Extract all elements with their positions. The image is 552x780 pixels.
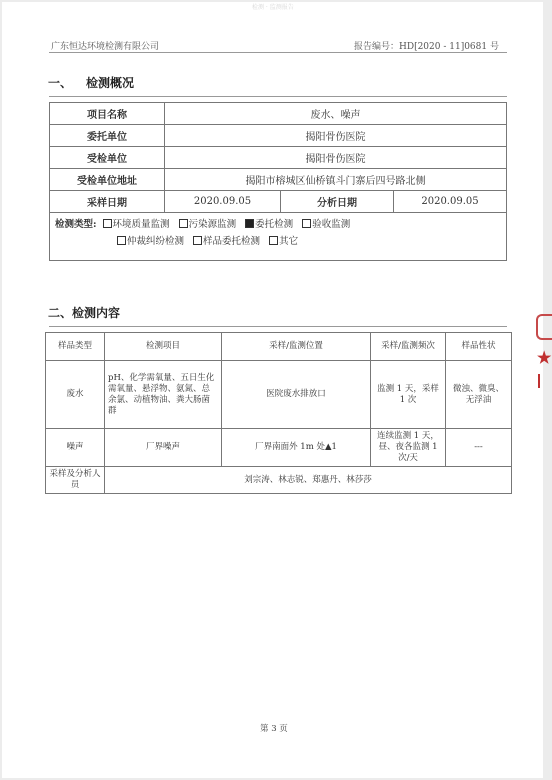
sample-property: 微浊、微臭、无浮油	[446, 361, 512, 429]
company-name: 广东恒达环境检测有限公司	[51, 42, 160, 52]
option-label: 环境质量监测	[112, 219, 170, 230]
section2-title	[48, 304, 120, 321]
overview-row	[50, 169, 507, 191]
overview-row	[50, 103, 507, 125]
option-label: 委托检测	[255, 219, 294, 230]
sampling-location: 厂界南面外 1m 处▲1	[222, 429, 371, 467]
overview-row	[50, 125, 507, 147]
row-label: 受检单位地址	[50, 169, 165, 191]
inspection-type-line-2	[55, 233, 506, 250]
report-number: 报告编号：HD[2020 - 11]0681 号	[354, 42, 499, 52]
sampling-frequency: 监测 1 天，采样 1 次	[371, 361, 446, 429]
personnel-label: 采样及分析人员	[46, 467, 105, 494]
test-items: 厂界噪声	[105, 429, 222, 467]
checkbox-icon[interactable]	[103, 219, 112, 228]
section1-number: 一、	[48, 76, 73, 90]
overview-row	[50, 147, 507, 169]
header-cell: 采样/监测位置	[222, 333, 371, 361]
option-environmental-quality[interactable]	[103, 216, 170, 233]
inspection-type-label: 检测类型:	[55, 219, 97, 230]
section2-divider	[49, 326, 507, 327]
row-label: 受检单位	[50, 147, 165, 169]
sample-type: 废水	[46, 361, 105, 429]
inspection-type-line-1	[55, 216, 506, 233]
seal-star-icon: ★	[537, 348, 552, 367]
header-cell: 样品性状	[446, 333, 512, 361]
test-items: pH、化学需氧量、五日生化需氧量、悬浮物、氨氮、总余氯、动植物油、粪大肠菌群	[105, 361, 222, 429]
option-sample-commission[interactable]	[193, 233, 260, 250]
inspected-unit-value: 揭阳骨伤医院	[165, 147, 507, 169]
sample-type: 噪声	[46, 429, 105, 467]
sampling-date-label: 采样日期	[50, 191, 165, 213]
analysis-date-value: 2020.09.05	[394, 191, 507, 213]
personnel-row	[46, 467, 512, 494]
content-header-row	[46, 333, 512, 361]
sampling-location: 医院废水排放口	[222, 361, 371, 429]
overview-row	[50, 191, 507, 213]
checkbox-icon[interactable]	[193, 236, 202, 245]
header-cell: 检测项目	[105, 333, 222, 361]
header-divider	[49, 52, 507, 53]
option-label: 其它	[279, 236, 299, 247]
analysis-date-label: 分析日期	[281, 191, 394, 213]
option-arbitration[interactable]	[117, 233, 184, 250]
checkbox-icon[interactable]	[302, 219, 311, 228]
top-faint-mark: 检测 · 监测报告	[252, 4, 294, 11]
content-table	[45, 332, 512, 494]
option-commissioned[interactable]	[245, 216, 293, 233]
row-label: 委托单位	[50, 125, 165, 147]
sampling-date-value: 2020.09.05	[165, 191, 281, 213]
checkbox-icon[interactable]	[269, 236, 278, 245]
header-cell: 采样/监测频次	[371, 333, 446, 361]
option-label: 验收监测	[312, 219, 351, 230]
option-pollution-source[interactable]	[179, 216, 237, 233]
sample-property: ---	[446, 429, 512, 467]
section1-title	[48, 74, 134, 91]
option-other[interactable]	[269, 233, 298, 250]
header-cell: 样品类型	[46, 333, 105, 361]
page-number: 第 3 页	[260, 724, 288, 734]
personnel-names: 刘宗涛、林志锐、郑惠丹、林莎莎	[105, 467, 512, 494]
inspection-type-row	[50, 213, 507, 261]
address-value: 揭阳市榕城区仙桥镇斗门寨后四号路北侧	[165, 169, 507, 191]
project-name-value: 废水、噪声	[165, 103, 507, 125]
option-acceptance[interactable]	[302, 216, 350, 233]
overview-table	[49, 102, 507, 261]
checkbox-icon[interactable]	[117, 236, 126, 245]
checkbox-icon[interactable]	[179, 219, 188, 228]
option-label: 仲裁纠纷检测	[127, 236, 185, 247]
seal-stamp-fragment	[534, 300, 552, 400]
inspection-type-cell	[50, 213, 507, 261]
section1-divider	[49, 96, 507, 97]
table-row	[46, 361, 512, 429]
option-label: 样品委托检测	[203, 236, 261, 247]
section1-heading: 检测概况	[86, 76, 135, 90]
section2-number: 二、	[48, 306, 73, 320]
row-label: 项目名称	[50, 103, 165, 125]
report-page	[2, 2, 543, 778]
option-label: 污染源监测	[188, 219, 237, 230]
checkbox-checked-icon[interactable]	[245, 219, 254, 228]
seal-arc-mark	[536, 314, 552, 340]
sampling-frequency: 连续监测 1 天，昼、夜各监测 1 次/天	[371, 429, 446, 467]
table-row	[46, 429, 512, 467]
client-value: 揭阳骨伤医院	[165, 125, 507, 147]
section2-heading: 检测内容	[72, 306, 121, 320]
seal-edge-mark	[538, 374, 550, 388]
